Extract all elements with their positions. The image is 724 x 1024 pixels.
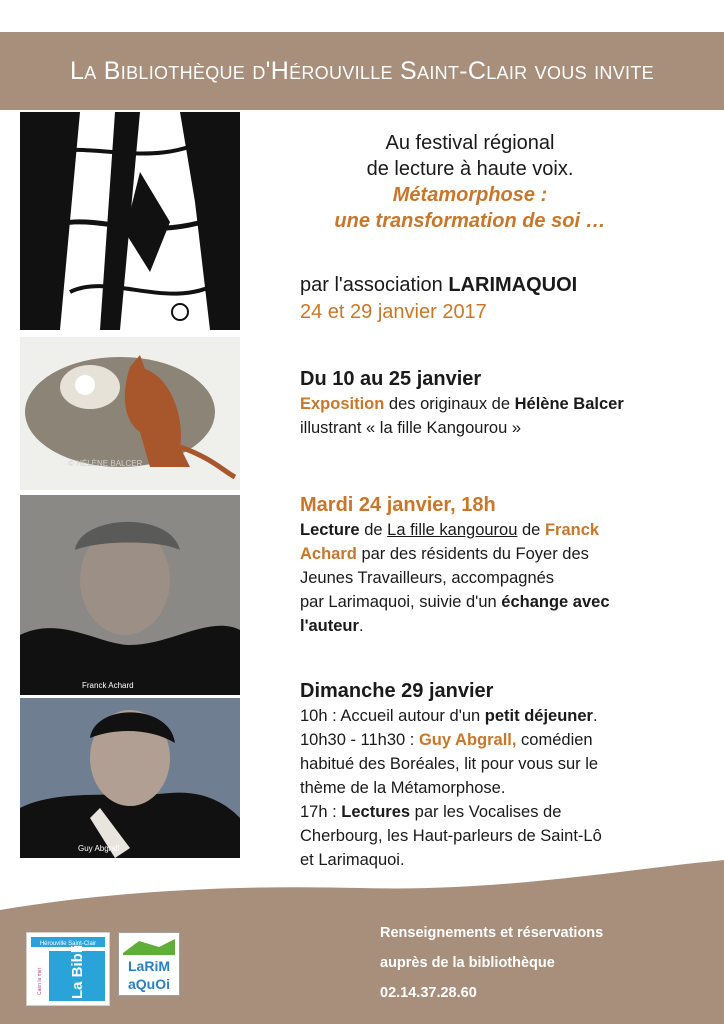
illustration-metamorphosis: [20, 112, 240, 330]
event3-text-a: 10h : Accueil autour d'un: [300, 707, 485, 725]
caption-franck-achard: Franck Achard: [82, 681, 134, 690]
association-line: [300, 272, 710, 299]
festival-dates: 24 et 29 janvier 2017: [300, 301, 487, 323]
event-lecture: [300, 492, 710, 638]
intro-line-1: Au festival régional: [385, 132, 555, 154]
contact-line-2: auprès de la bibliothèque: [380, 955, 555, 971]
logo-bibli-name: La Bibli: [69, 944, 86, 999]
event3-line-7: et Larimaquoi.: [300, 851, 405, 869]
event1-line-2: illustrant « la fille Kangourou »: [300, 419, 522, 437]
event1-line-1: [300, 392, 710, 416]
event3-time: 10h30 - 11h30 :: [300, 731, 419, 749]
event2-author-word: l'auteur: [300, 617, 359, 635]
caption-guy-abgrall: Guy Abgrall: [78, 844, 120, 853]
contact-line-1: Renseignements et réservations: [380, 925, 604, 941]
intro-line-2: de lecture à haute voix.: [366, 158, 574, 180]
event1-heading: Du 10 au 25 janvier: [300, 368, 482, 390]
event3-text-b: comédien: [516, 731, 593, 749]
page-title: La Bibliothèque d'Hérouville Saint-Clair vous invite: [70, 56, 654, 85]
event3-time-2: 17h :: [300, 803, 342, 821]
event2-text-c: par des résidents du Foyer des: [356, 545, 589, 563]
event3-heading: Dimanche 29 janvier: [300, 680, 494, 702]
event3-line-4: thème de la Métamorphose.: [300, 779, 506, 797]
photo-franck-achard: [20, 495, 240, 695]
illustration-kangaroo: [20, 337, 240, 490]
event1-artist: Hélène Balcer: [514, 395, 624, 413]
event2-keyword: Lecture: [300, 521, 360, 539]
event-exposition: [300, 366, 710, 440]
event2-period: .: [358, 617, 364, 635]
event2-line-1: [300, 518, 710, 542]
logo-larim-line-1: LaRiM: [128, 958, 170, 974]
event3-text-c: par les Vocalises de: [410, 803, 562, 821]
photo-credit-balcer: © HÉLÈNE BALCER: [68, 459, 143, 468]
contact-phone: 02.14.37.28.60: [380, 985, 477, 1001]
festival-title-1: Métamorphose :: [392, 184, 548, 206]
event3-line-1: [300, 704, 710, 728]
event1-text: des originaux de: [384, 395, 515, 413]
event3-line-5: [300, 800, 710, 824]
event3-period: .: [592, 707, 598, 725]
intro-block: [300, 130, 640, 234]
event3-line-3: habitué des Boréales, lit pour vous sur le: [300, 755, 599, 773]
association-block: [300, 272, 710, 326]
event3-breakfast: petit déjeuner: [484, 707, 593, 725]
logo-larimaquoi: [118, 932, 180, 996]
event2-text-a: de: [359, 521, 388, 539]
event3-line-2: [300, 728, 710, 752]
event2-author-last: Achard: [300, 545, 357, 563]
event2-line-2: [300, 542, 710, 566]
event2-line-4: [300, 590, 710, 614]
event2-exchange: échange avec: [501, 593, 610, 611]
event-dimanche: [300, 678, 710, 872]
header-banner: [0, 32, 724, 110]
event2-line-5: [300, 614, 710, 638]
festival-title-2: une transformation de soi …: [334, 210, 606, 232]
logo-bibli-city: Hérouville Saint-Clair: [39, 941, 97, 947]
association-name: LARIMAQUOI: [448, 274, 578, 296]
event2-line-3: Jeunes Travailleurs, accompagnés: [300, 569, 555, 587]
logo-larim-line-2: aQuOi: [127, 976, 171, 992]
photo-guy-abgrall: [20, 698, 240, 858]
event2-text-d: par Larimaquoi, suivie d'un: [300, 593, 502, 611]
event2-book-title: La fille kangourou: [387, 521, 518, 539]
contact-info: [380, 918, 680, 1008]
event1-keyword: Exposition: [300, 395, 385, 413]
association-prefix: par l'association: [300, 274, 449, 296]
event2-author-first: Franck: [544, 521, 600, 539]
logo-bibli-sponsor: Caen la mer: [37, 967, 43, 995]
event3-readings: Lectures: [341, 803, 411, 821]
event2-text-b: de: [517, 521, 545, 539]
event3-performer: Guy Abgrall,: [418, 731, 517, 749]
event3-line-6: Cherbourg, les Haut-parleurs de Saint-Lô: [300, 827, 602, 845]
logo-la-bibli: [26, 932, 110, 1006]
event2-heading: Mardi 24 janvier, 18h: [300, 494, 496, 516]
